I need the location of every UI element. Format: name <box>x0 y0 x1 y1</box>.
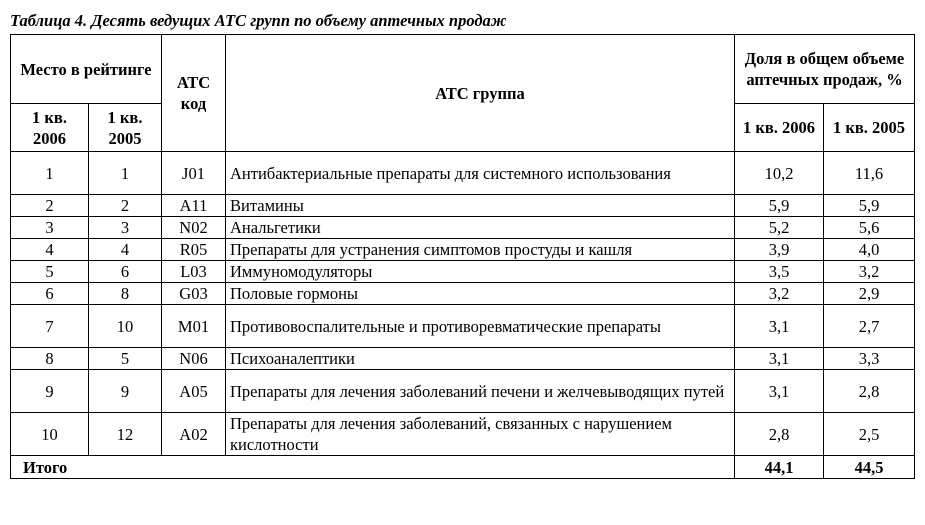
atc-code: N06 <box>162 348 226 370</box>
share-2005: 2,7 <box>824 305 915 348</box>
share-2006: 3,5 <box>735 261 824 283</box>
atc-group: Препараты для лечения заболеваний печени и желчевыводящих путей <box>226 370 735 413</box>
rank-2006: 1 <box>11 152 89 195</box>
atc-code: A02 <box>162 413 226 456</box>
header-rank: Место в рейтинге <box>11 35 162 104</box>
rank-2006: 2 <box>11 195 89 217</box>
share-2005: 2,5 <box>824 413 915 456</box>
table-row <box>11 195 915 217</box>
table-row <box>11 370 915 413</box>
rank-2005: 12 <box>89 413 162 456</box>
share-2005: 2,8 <box>824 370 915 413</box>
table-caption: Таблица 4. Десять ведущих АТС групп по объему аптечных продаж <box>10 11 507 30</box>
atc-code: A11 <box>162 195 226 217</box>
share-2006: 5,2 <box>735 217 824 239</box>
header-rank-2005: 1 кв. 2005 <box>89 104 162 152</box>
atc-code: L03 <box>162 261 226 283</box>
atc-group: Противовоспалительные и противоревматические препараты <box>226 305 735 348</box>
atc-group: Препараты для устранения симптомов простуды и кашля <box>226 239 735 261</box>
atc-groups-table <box>10 34 915 479</box>
share-2006: 3,1 <box>735 370 824 413</box>
header-atc-group: АТС группа <box>226 35 735 152</box>
rank-2005: 3 <box>89 217 162 239</box>
table-row <box>11 261 915 283</box>
atc-code: M01 <box>162 305 226 348</box>
rank-2006: 6 <box>11 283 89 305</box>
rank-2005: 8 <box>89 283 162 305</box>
table-row <box>11 217 915 239</box>
total-row <box>11 456 915 479</box>
rank-2005: 2 <box>89 195 162 217</box>
table-row <box>11 283 915 305</box>
header-share-2006: 1 кв. 2006 <box>735 104 824 152</box>
rank-2006: 5 <box>11 261 89 283</box>
table-row <box>11 152 915 195</box>
rank-2006: 10 <box>11 413 89 456</box>
share-2006: 2,8 <box>735 413 824 456</box>
share-2006: 3,1 <box>735 305 824 348</box>
rank-2006: 4 <box>11 239 89 261</box>
atc-group: Препараты для лечения заболеваний, связанных с нарушением кислотности <box>226 413 735 456</box>
header-rank-2006: 1 кв. 2006 <box>11 104 89 152</box>
total-share-2005: 44,5 <box>824 456 915 479</box>
atc-group: Половые гормоны <box>226 283 735 305</box>
rank-2006: 8 <box>11 348 89 370</box>
atc-code: J01 <box>162 152 226 195</box>
total-share-2006: 44,1 <box>735 456 824 479</box>
rank-2005: 10 <box>89 305 162 348</box>
rank-2005: 4 <box>89 239 162 261</box>
share-2006: 3,9 <box>735 239 824 261</box>
rank-2006: 7 <box>11 305 89 348</box>
atc-group: Анальгетики <box>226 217 735 239</box>
table-row <box>11 305 915 348</box>
table-row <box>11 348 915 370</box>
atc-code: A05 <box>162 370 226 413</box>
rank-2005: 6 <box>89 261 162 283</box>
share-2006: 3,2 <box>735 283 824 305</box>
share-2005: 5,6 <box>824 217 915 239</box>
atc-group: Психоаналептики <box>226 348 735 370</box>
rank-2005: 5 <box>89 348 162 370</box>
header-atc-code: АТС код <box>162 35 226 152</box>
share-2006: 3,1 <box>735 348 824 370</box>
atc-code: R05 <box>162 239 226 261</box>
table-row <box>11 239 915 261</box>
share-2005: 11,6 <box>824 152 915 195</box>
rank-2006: 3 <box>11 217 89 239</box>
share-2005: 2,9 <box>824 283 915 305</box>
total-label: Итого <box>11 456 735 479</box>
rank-2006: 9 <box>11 370 89 413</box>
share-2005: 3,3 <box>824 348 915 370</box>
atc-group: Антибактериальные препараты для системного использования <box>226 152 735 195</box>
atc-group: Витамины <box>226 195 735 217</box>
table-header-row <box>11 35 915 104</box>
atc-code: N02 <box>162 217 226 239</box>
table-row <box>11 413 915 456</box>
header-share-2005: 1 кв. 2005 <box>824 104 915 152</box>
atc-group: Иммуномодуляторы <box>226 261 735 283</box>
share-2005: 4,0 <box>824 239 915 261</box>
rank-2005: 1 <box>89 152 162 195</box>
share-2006: 10,2 <box>735 152 824 195</box>
share-2006: 5,9 <box>735 195 824 217</box>
atc-code: G03 <box>162 283 226 305</box>
share-2005: 5,9 <box>824 195 915 217</box>
header-share: Доля в общем объеме аптечных продаж, % <box>735 35 915 104</box>
rank-2005: 9 <box>89 370 162 413</box>
share-2005: 3,2 <box>824 261 915 283</box>
